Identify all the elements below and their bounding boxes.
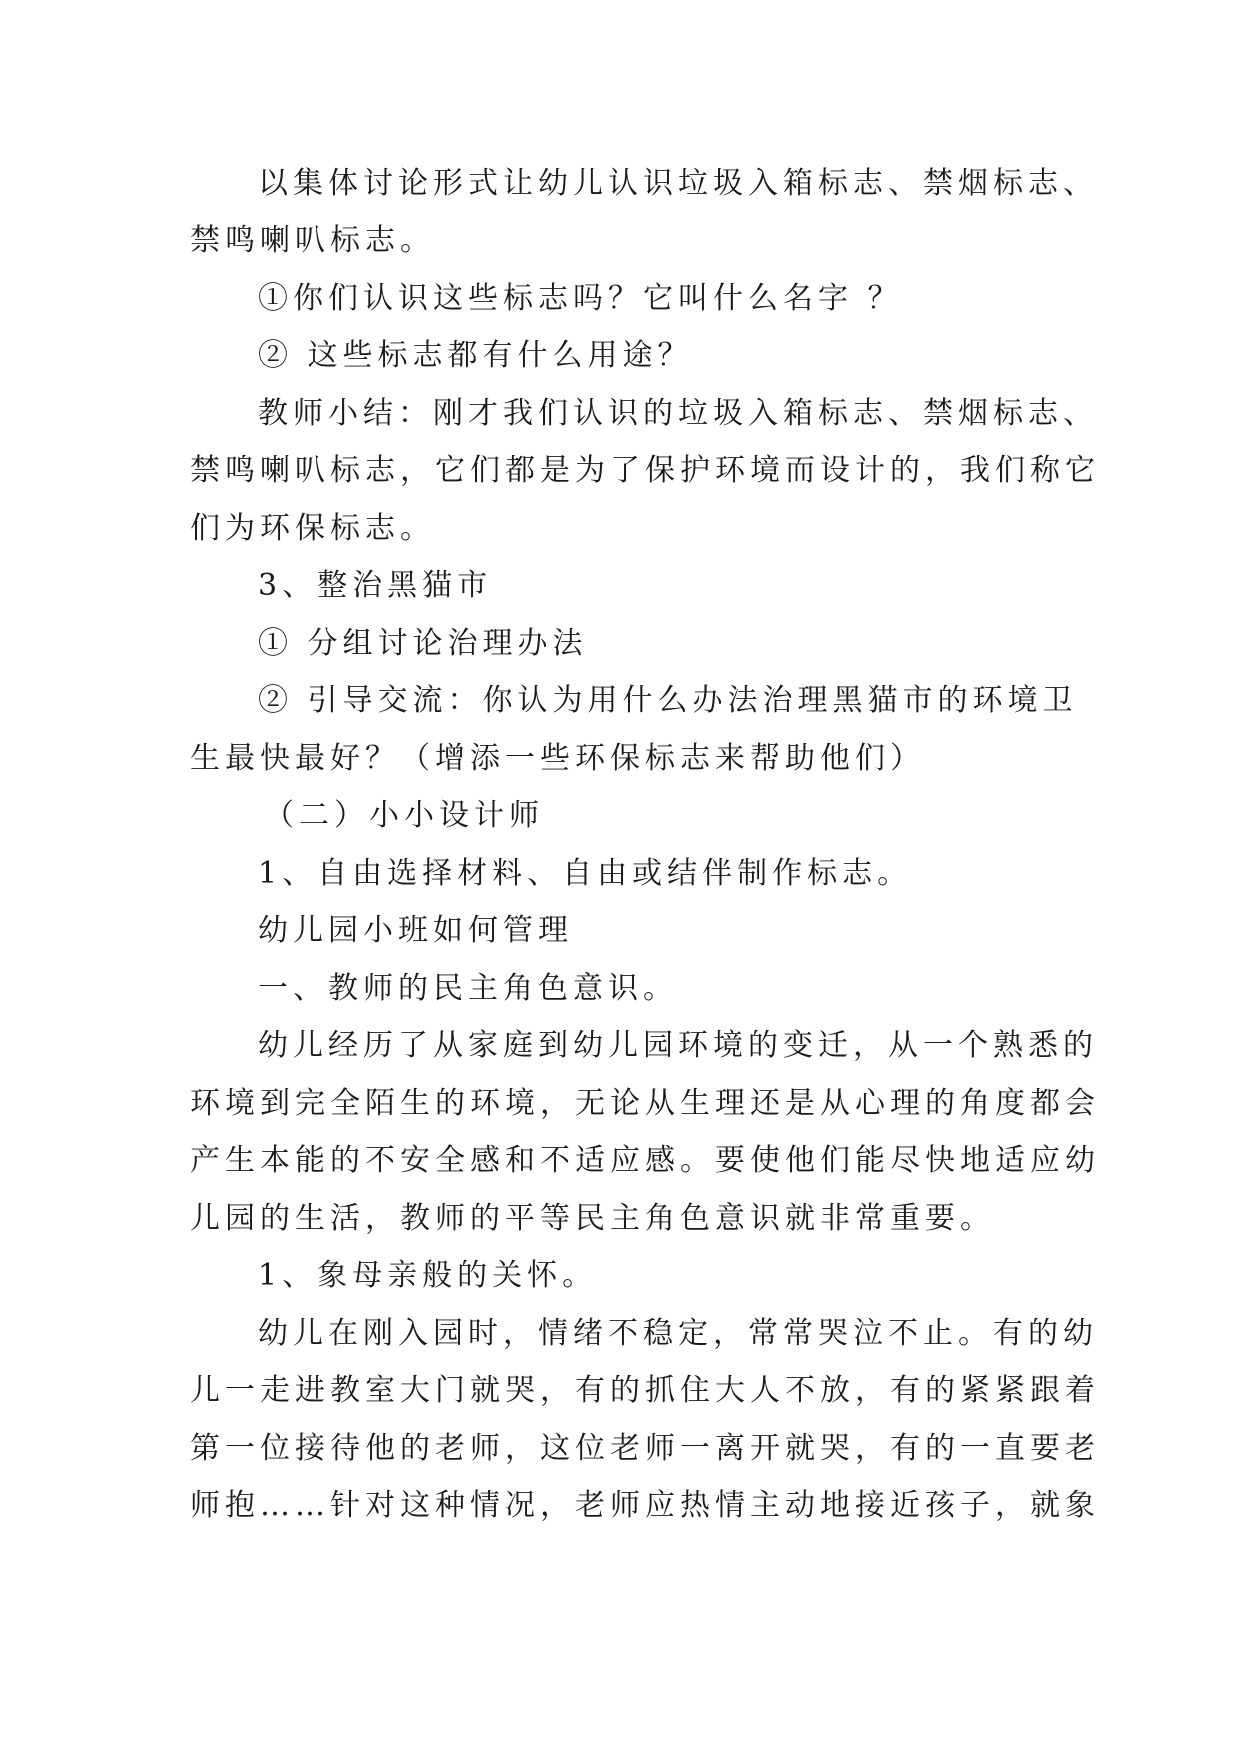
paragraph-line: 儿园的生活，教师的平等民主角色意识就非常重要。 bbox=[190, 1201, 995, 1236]
paragraph-line: 儿一走进教室大门就哭，有的抓住大人不放，有的紧紧跟着 bbox=[190, 1373, 1100, 1408]
paragraph-line: 禁鸣喇叭标志。 bbox=[190, 223, 435, 258]
paragraph-line: 禁鸣喇叭标志，它们都是为了保护环境而设计的，我们称它 bbox=[190, 453, 1100, 488]
section-heading: 幼儿园小班如何管理 bbox=[258, 913, 573, 948]
paragraph-line: ① 分组讨论治理办法 bbox=[258, 626, 588, 661]
paragraph-line: 产生本能的不安全感和不适应感。要使他们能尽快地适应幼 bbox=[190, 1143, 1100, 1178]
section-heading: （二）小小设计师 bbox=[264, 798, 544, 833]
paragraph-line: 们为环保标志。 bbox=[190, 511, 435, 546]
paragraph-line: 以集体讨论形式让幼儿认识垃圾入箱标志、禁烟标志、 bbox=[258, 166, 1098, 201]
paragraph-line: 第一位接待他的老师，这位老师一离开就哭，有的一直要老 bbox=[190, 1431, 1100, 1466]
paragraph-line: 教师小结：刚才我们认识的垃圾入箱标志、禁烟标志、 bbox=[258, 396, 1098, 431]
paragraph-line: ② 这些标志都有什么用途？ bbox=[258, 338, 693, 373]
paragraph-line: ①你们认识这些标志吗？它叫什么名字 ？ bbox=[258, 281, 903, 316]
section-heading: 一、教师的民主角色意识。 bbox=[258, 971, 678, 1006]
paragraph-line: 师抱……针对这种情况，老师应热情主动地接近孩子，就象 bbox=[190, 1488, 1100, 1523]
paragraph-line: ② 引导交流：你认为用什么办法治理黑猫市的环境卫 bbox=[258, 683, 1078, 718]
paragraph-line: 1、自由选择材料、自由或结伴制作标志。 bbox=[258, 856, 913, 891]
section-heading: 1、象母亲般的关怀。 bbox=[258, 1258, 598, 1293]
paragraph-line: 生最快最好？（增添一些环保标志来帮助他们） bbox=[190, 741, 925, 776]
paragraph-line: 环境到完全陌生的环境，无论从生理还是从心理的角度都会 bbox=[190, 1086, 1100, 1121]
section-heading: 3、整治黑猫市 bbox=[258, 568, 493, 603]
paragraph-line: 幼儿经历了从家庭到幼儿园环境的变迁，从一个熟悉的 bbox=[258, 1028, 1098, 1063]
paragraph-line: 幼儿在刚入园时，情绪不稳定，常常哭泣不止。有的幼 bbox=[258, 1316, 1098, 1351]
